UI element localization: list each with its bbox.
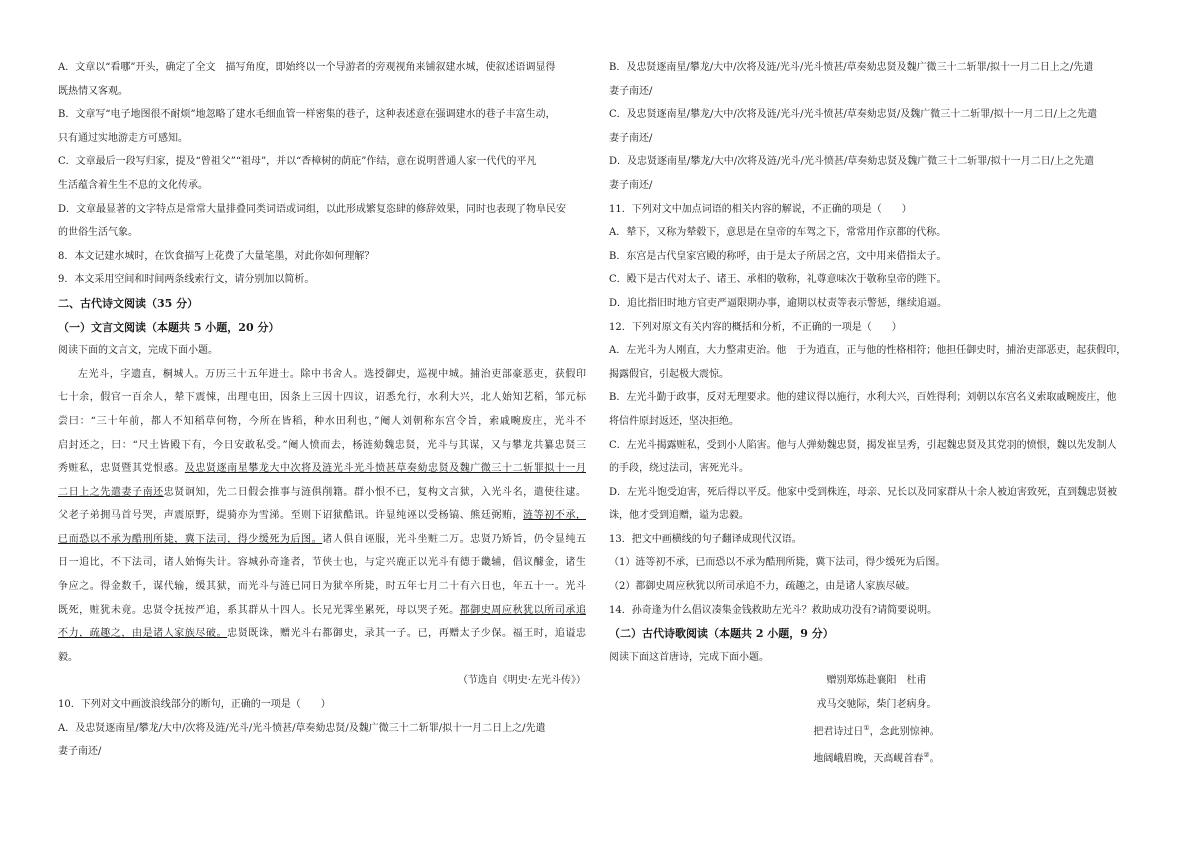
section-2-title: 二、古代诗文阅读（35 分） bbox=[58, 296, 199, 310]
q12-option-b-line1: B．左光斗勤于政事，反对无理要求。他的建议得以施行，水利大兴，百姓得利；刘朝以东宫名义索取戚畹废庄，他 bbox=[609, 392, 1117, 404]
passage-text: 忠贤既诛，赠光斗右都御史，录其一子。已，再赠太子少保。福王时，追谥忠 bbox=[227, 628, 587, 640]
passage-line bbox=[58, 599, 586, 623]
left-column bbox=[58, 56, 586, 764]
subsection-1-intro: 阅读下面的文言文，完成下面小题。 bbox=[58, 345, 218, 357]
passage-line bbox=[58, 622, 586, 646]
footnote-marker: ② bbox=[923, 750, 930, 759]
q10-option-d-line2: 妻子南还/ bbox=[609, 179, 653, 191]
q13-part-1: （1）涟等初不承，已而恐以不承为酷刑所毙，冀下法司，得少缓死为后图。 bbox=[609, 557, 946, 569]
passage-text: 父老子弟拥马首号哭，声震原野，缇骑亦为雪涕。至则下诏狱酷讯。许显纯诬以受杨镐、熊廷弼贿， bbox=[58, 510, 524, 522]
right-column bbox=[609, 56, 1144, 770]
passage-line: 左光斗，字遗直，桐城人。万历三十五年进士。除中书舍人。选授御史，巡视中城。捕治吏部豪恶吏，获假印 bbox=[78, 368, 586, 380]
poem-text: 把君诗过日 bbox=[813, 725, 864, 737]
q7-option-c-line1: C．文章最后一段写归家，提及“曾祖父”“祖母”，并以“香樟树的荫庇”作结，意在说明普通人家一代代的平凡 bbox=[58, 156, 537, 168]
wavy-underlined-sentence: 及忠贤逐南星攀龙大中次将及涟光斗光斗愤甚草奏劾忠贤及魏广微三十二斩罪拟十一月 bbox=[184, 463, 587, 475]
passage-text: 秀赃私，忠贤暨其党恨惑。 bbox=[58, 463, 185, 475]
passage-text: 忠贤诇知，先二日假会推事与涟俱削籍。群小恨不已，复构文言狱，入光斗名，遣使往逮。 bbox=[163, 486, 587, 498]
wavy-underlined-sentence: 二日上之先遣妻子南还 bbox=[58, 486, 164, 498]
q7-option-d-line1: D．文章最显著的文字特点是常常大量排叠同类词语或词组，以此形成繁复恣肆的修辞效果，同时也表现了物阜民安 bbox=[58, 203, 567, 215]
underlined-sentence-1: 涟等初不承， bbox=[523, 510, 587, 522]
q7-option-c-line2: 生活蕴含着生生不息的文化传承。 bbox=[58, 179, 208, 191]
q10-option-b-line2: 妻子南还/ bbox=[609, 85, 653, 97]
question-8: 8．本文记建水城时，在饮食描写上花费了大量笔墨，对此你如何理解？ bbox=[58, 250, 375, 262]
poem-text: 地阔峨眉晚，天高岘首春 bbox=[813, 752, 924, 764]
passage-line bbox=[58, 504, 586, 528]
q7-option-b-line1: B．文章写“电子地图很不耐烦”地忽略了建水毛细血管一样密集的巷子，这种表述意在强调建水的巷子丰富生动， bbox=[58, 109, 556, 121]
q11-option-a: A．辇下，又称为辇毂下，意思是在皇帝的车驾之下，常常用作京都的代称。 bbox=[609, 227, 947, 239]
question-14: 14．孙奇逢为什么倡议凑集金钱救助左光斗？救助成功没有?请简要说明。 bbox=[609, 604, 938, 616]
q11-option-b: B．东宫是古代皇家宫殿的称呼，由于是太子所居之宫，文中用来借指太子。 bbox=[609, 250, 947, 262]
passage-text: 既死，赃犹未竟。忠贤令抚按严追，系其群从十四人。长兄光霁坐累死，母以哭子死。 bbox=[58, 604, 460, 616]
q12-option-c-line2: 的手段，绕过法司，害死光斗。 bbox=[609, 463, 749, 475]
q12-option-a-line2: 揭露假官，引起极大震惊。 bbox=[609, 368, 729, 380]
q7-option-a-line1: A．文章以“看哪”开头，确定了全文 描写角度，即始终以一个导游者的旁观视角来铺叙建水城，使叙述语调显得 bbox=[58, 62, 556, 73]
q12-option-d-line1: D．左光斗饱受迫害，死后得以平反。他家中受到株连，母亲、兄长以及同家群从十余人被迫害致死，直到魏忠贤被 bbox=[609, 486, 1118, 498]
poem-text: ，念此别惊神。 bbox=[869, 725, 940, 737]
q12-option-b-line2: 将信件原封返还，坚决拒绝。 bbox=[609, 415, 739, 427]
question-13: 13．把文中画横线的句子翻译成现代汉语。 bbox=[609, 533, 802, 545]
passage-line: 启封还之，曰：“尺土皆殿下有，今日安敢私受。”阉人愤而去，杨涟劾魏忠贤，光斗与其谋，又与攀龙共纂忠贤三 bbox=[58, 439, 586, 451]
q10-option-c-line1: C．及忠贤逐南星/攀龙/大中/次将及涟/光斗/光斗愤甚/草奏劾忠贤/及魏广微三十二斩罪/拟十一月二日/上之先遣 bbox=[609, 109, 1097, 121]
poem-line-1: 戎马交驰际，柴门老病身。 bbox=[816, 699, 937, 711]
passage-line: 日一追比，不下法司，诸人始悔失计。容城孙奇逢者，节侠士也，与定兴鹿正以光斗有德于畿辅，倡议醵金，诸生 bbox=[58, 557, 586, 569]
underlined-sentence-2: 都御史周应秋犹以所司承追 bbox=[459, 604, 587, 616]
q10-option-d-line1: D．及忠贤逐南星/攀龙/大中/次将及涟/光斗/光斗愤甚/草奏劾忠贤及魏广微三十二斩罪/拟十一月二日/上之先遣 bbox=[609, 156, 1094, 168]
footnote-marker: ① bbox=[863, 723, 870, 732]
passage-text: 诸人俱自诬服，光斗坐赃二万。忠贤乃矫旨，仍令显纯五 bbox=[322, 533, 587, 545]
passage-line: 尝曰：“三十年前，都人不知稻草何物，今所在皆稻，种水田利也，”阉人刘朝称东宫令旨，索戚畹废庄，光斗不 bbox=[58, 415, 586, 427]
q7-option-d-line2: 的世俗生活气象。 bbox=[58, 227, 138, 239]
q11-option-d: D．追比指旧时地方官吏严逼限期办事，逾期以杖责等表示警惩，继续追逼。 bbox=[609, 297, 948, 309]
q12-option-d-line2: 诛，他才受到追赠，谥为忠毅。 bbox=[609, 510, 749, 522]
q10-option-c-line2: 妻子南还/ bbox=[609, 132, 653, 144]
passage-line: 争应之。得金数千，谋代输，缓其狱，而光斗与涟已同日为狱卒所毙，时五年七月二十有六日也，年五十一。光斗 bbox=[58, 581, 586, 593]
q10-option-b-line1: B．及忠贤逐南星/攀龙/大中/次将及涟/光斗/光斗愤甚/草奏劾忠贤及魏广微三十二斩罪/拟十一月二日上之/先遣 bbox=[609, 62, 1094, 73]
poem-title: 赠别郑炼赴襄阳 杜甫 bbox=[826, 675, 927, 687]
question-9: 9．本文采用空间和时间两条线索行文，请分别加以简析。 bbox=[58, 274, 315, 286]
passage-source: （节选自《明史·左光斗传》） bbox=[457, 675, 586, 687]
poem-line-3 bbox=[609, 744, 1144, 771]
underlined-sentence-2: 不力，疏趣之，由是诸人家族尽破。 bbox=[58, 628, 228, 640]
passage-line bbox=[58, 528, 586, 552]
underlined-sentence-1: 已而恐以不承为酷刑所毙，冀下法司，得少缓死为后图。 bbox=[58, 533, 323, 545]
q12-option-c-line1: C．左光斗揭露赃私，受到小人陷害。他与人弹劾魏忠贤，揭发崔呈秀，引起魏忠贤及其党羽的愤恨，魏以先发制人 bbox=[609, 439, 1117, 451]
subsection-1-title: （一）文言文阅读（本题共 5 小题，20 分） bbox=[58, 320, 280, 334]
question-12: 12．下列对原文有关内容的概括和分析，不正确的一项是（ ） bbox=[609, 321, 902, 333]
poem-line-2 bbox=[609, 717, 1144, 744]
passage-line bbox=[58, 481, 586, 505]
q10-option-a-line1: A．及忠贤逐南星/攀龙/大中/次将及涟/光斗/光斗愤甚/草奏劾忠贤/及魏广微三十二斩罪/拟十一月二日上之/先遣 bbox=[58, 722, 546, 734]
q10-option-a-line2: 妻子南还/ bbox=[58, 746, 102, 758]
q11-option-c: C．殿下是古代对太子、诸王、承相的敬称，礼尊意味次于敬称皇帝的陛下。 bbox=[609, 274, 947, 286]
passage-line: 毅。 bbox=[58, 651, 78, 663]
q7-option-a-line2: 既热情又客观。 bbox=[58, 85, 128, 97]
passage-line bbox=[58, 457, 586, 481]
poem-text: 。 bbox=[929, 752, 940, 764]
question-10: 10．下列对文中画波浪线部分的断句，正确的一项是（ ） bbox=[58, 699, 331, 711]
question-11: 11．下列对文中加点词语的相关内容的解说，不正确的项是（ ） bbox=[609, 203, 912, 215]
q7-option-b-line2: 只有通过实地游走方可感知。 bbox=[58, 132, 188, 144]
q12-option-a-line1: A．左光斗为人刚直，大力整肃吏治。他 于为逍直，正与他的性格相符；他担任御史时，捕治吏部恶吏，起获假印， bbox=[609, 345, 1127, 357]
subsection-2-title: （二）古代诗歌阅读（本题共 2 小题，9 分） bbox=[609, 627, 834, 641]
subsection-2-intro: 阅读下面这首唐诗，完成下面小题。 bbox=[609, 651, 769, 663]
passage-line: 七十余，假官一百余人，辇下震悚，出理屯田，因条上三因十四议，诏悉允行，水利大兴，北人始知艺稻，邹元标 bbox=[58, 392, 586, 404]
q13-part-2: （2）都御史周应秋犹以所司承追不力，疏趣之，由是诸人家族尽破。 bbox=[609, 581, 916, 593]
